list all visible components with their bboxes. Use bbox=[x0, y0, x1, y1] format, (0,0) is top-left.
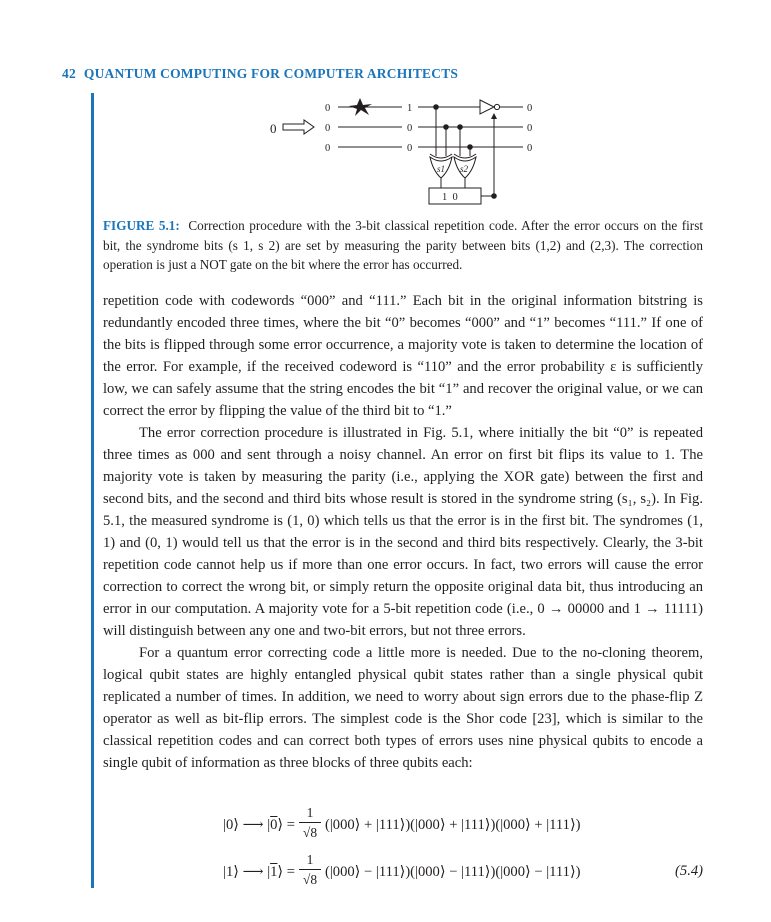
syndrome-register-value: 1 0 bbox=[442, 192, 458, 203]
syndrome-label-s1: s1 bbox=[437, 164, 446, 174]
equation-lhs: |1⟩ ⟶ |1⟩ = bbox=[223, 864, 295, 880]
margin-rule bbox=[91, 93, 94, 888]
paragraph-2: The error correction procedure is illustrated in Fig. 5.1, where initially the bit “0” is repeated three times as 000 and sent through a noisy channel. An error on first bit flips its value to 1. The majority vote is taken by measuring the parity (i.e., applying the XOR gate) between the first and second bits, and the second and third bits whose result is stored in the syndrome string (s₁, s₂). In Fig. 5.1, the measured syndrome is (1, 0) which tells us that the error is in the first bit. The syndromes (1, 1) and (0, 1) would tell us that the error is in the second and third bits respectively. Clearly, the 3-bit repetition code cannot help us if more than one error occurs. In fact, two errors will cause the error correction to correct the wrong bit, or simply return the opposite original data bit, thus introducing an error in our computation. A majority vote for a 5-bit repetition code (i.e., 0 → 00000 and 1 → 11111) will distinguish between any one and two-bit errors, but not three errors. bbox=[103, 425, 703, 639]
equation-rhs: (|000⟩ − |111⟩)(|000⟩ − |111⟩)(|000⟩ − |111⟩) bbox=[325, 864, 581, 880]
equation-lhs: |0⟩ ⟶ |0⟩ = bbox=[223, 817, 295, 833]
row3-out: 0 bbox=[527, 143, 533, 154]
equation-logical-zero bbox=[103, 805, 703, 849]
running-head bbox=[62, 66, 458, 82]
figure-caption bbox=[103, 216, 703, 275]
paragraph-1: repetition code with codewords “000” and “111.” Each bit in the original information bitstring is redundantly encoded three times, where the bit “0” becomes “000” and “1” becomes “111.” If one of the bits is flipped through some error occurrence, a majority vote is taken to determine the location of the error. For example, if the received codeword is “110” and the error probability ε is sufficiently low, we can safely assume that the string encodes the bit “1” and recover the original value, or we can correct the error by flipping the value of the third bit to “1.” bbox=[103, 293, 703, 419]
caption-label: FIGURE 5.1: bbox=[103, 218, 180, 233]
paragraph-3: For a quantum error correcting code a little more is needed. Due to the no-cloning theorem, logical qubit states are highly entangled physical qubit states rather than a single physical qubit replicated a number of times. In addition, we need to worry about sign errors due to the phase-flip Z operator as well as bit-flip errors. The simplest code is the Shor code [23], which is similar to the classical repetition codes and can correct both types of errors uses nine physical qubits to encode a single qubit of information as three blocks of three qubits each: bbox=[103, 645, 703, 771]
syndrome-label-s2: s2 bbox=[460, 164, 469, 174]
not-gate-icon bbox=[480, 100, 523, 114]
equation-logical-one bbox=[103, 852, 703, 896]
row2-after: 0 bbox=[407, 123, 413, 134]
row2-out: 0 bbox=[527, 123, 533, 134]
input-bit: 0 bbox=[270, 121, 277, 136]
book-title: QUANTUM COMPUTING FOR COMPUTER ARCHITECTS bbox=[83, 66, 459, 81]
row1-out: 0 bbox=[527, 103, 533, 114]
row3-after: 0 bbox=[407, 143, 413, 154]
row1-in: 0 bbox=[325, 103, 331, 114]
body-text bbox=[103, 290, 703, 774]
equation-fraction: 1 √8 bbox=[299, 852, 321, 888]
page-number: 42 bbox=[62, 66, 76, 81]
equation-number: (5.4) bbox=[675, 863, 703, 879]
equation-rhs: (|000⟩ + |111⟩)(|000⟩ + |111⟩)(|000⟩ + |111⟩) bbox=[325, 817, 581, 833]
row2-in: 0 bbox=[325, 123, 331, 134]
caption-text: Correction procedure with the 3-bit classical repetition code. After the error occurs on the first bit, the syndrome bits (s 1, s 2) are set by measuring the parity between bits (1,2) and (2,3). The correction operation is just a NOT gate on the bit where the error has occurred. bbox=[103, 218, 703, 273]
row3-in: 0 bbox=[325, 143, 331, 154]
row1-after: 1 bbox=[407, 103, 413, 114]
circuit-diagram bbox=[260, 96, 550, 212]
figure-5-1 bbox=[260, 96, 550, 212]
encode-arrow-icon bbox=[283, 120, 314, 134]
equation-fraction: 1 √8 bbox=[299, 805, 321, 841]
